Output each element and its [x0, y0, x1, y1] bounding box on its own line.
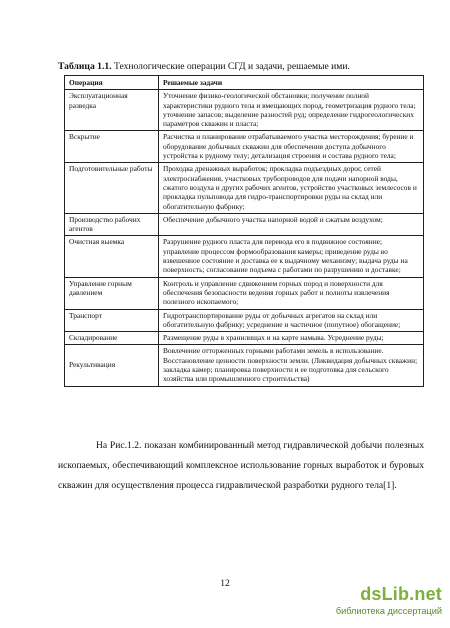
- table-row: [65, 90, 424, 131]
- table-header-row: [65, 76, 424, 90]
- operation-cell: Транспорт: [65, 309, 159, 332]
- operations-table: [64, 75, 424, 387]
- table-row: [65, 163, 424, 213]
- header-tasks: Решаемые задачи: [159, 76, 424, 90]
- tasks-cell: Проходка дренажных выработок; прокладка подъездных дорог, сетей электроснабжения, участковых трубопроводов для подачи напорной воды, сжатого воздуха и других рабочих агентов, устройство участковых землесосов и прокладка пульповода для гидро-транспортировки руды на склад или обогатительную фабрику;: [159, 163, 424, 213]
- body-paragraph: [58, 436, 424, 496]
- table-row: [65, 332, 424, 345]
- operation-cell: Эксплуатационная разведка: [65, 90, 159, 131]
- tasks-cell: Вовлечение отторженных горными работами земель в использование. Восстановление ценности поверхности земли. (Ликвидация добычных скважин; закладка камер; планировка поверхности и ее подготовка для сельского хозяйства или промышленного строительства): [159, 345, 424, 386]
- operation-cell: Управление горным давлением: [65, 277, 159, 309]
- watermark-logo: dsLib.net: [360, 584, 442, 604]
- tasks-cell: Контроль и управление сдвижением горных пород и поверхности для обеспечения безопасности ведения горных работ и полноты извлечения полезного ископаемого;: [159, 277, 424, 309]
- body-paragraph-text: На Рис.1.2. показан комбинированный метод гидравлической добычи полезных ископаемых, обеспечивающий комплексное использование горных выработок и буровых скважин для осуществления процесса гидравлической разработки рудного тела[1].: [58, 440, 424, 491]
- operation-cell: Очистная выемка: [65, 236, 159, 277]
- table-caption-text: Технологические операции СГД и задачи, решаемые ими.: [111, 61, 350, 72]
- operation-cell: Рекультивация: [65, 345, 159, 386]
- tasks-cell: Уточнение физико-геологической обстановки; получение полной характеристики рудного тела и вмещающих пород, геометризация рудного тела; уточнение запасов; выделение разностей руд; определение гидрогеологических параметров скважин и пласта;: [159, 90, 424, 131]
- table-row: [65, 345, 424, 386]
- table-row: [65, 213, 424, 236]
- tasks-cell: Обеспечение добычного участка напорной водой и сжатым воздухом;: [159, 213, 424, 236]
- tasks-cell: Размещение руды в хранилищах и на карте намыва. Усреднение руды;: [159, 332, 424, 345]
- table-row: [65, 236, 424, 277]
- tasks-cell: Разрушение рудного пласта для перевода его в подвижное состояние; управление процессом формообразования камеры; приведение руды во взвешенное состояние и доставка ее к выдачному механизму; выдача руды на поверхность; согласование подъема с работами по разрушению и доставке;: [159, 236, 424, 277]
- operation-cell: Подготовительные работы: [65, 163, 159, 213]
- header-operation: Операция: [65, 76, 159, 90]
- tasks-cell: Гидротранспортирование руды от добычных агрегатов на склад или обогатительную фабрику; усреднение и частичное (попутное) обогащение;: [159, 309, 424, 332]
- watermark-subtitle: библиотека диссертаций: [335, 606, 442, 616]
- table-row: [65, 131, 424, 163]
- watermark: [330, 584, 442, 622]
- operation-cell: Производство рабочих агентов: [65, 213, 159, 236]
- operation-cell: Вскрытие: [65, 131, 159, 163]
- table-caption-label: Таблица 1.1.: [58, 61, 112, 72]
- table-row: [65, 277, 424, 309]
- operation-cell: Складирование: [65, 332, 159, 345]
- table-row: [65, 309, 424, 332]
- table-caption: [58, 61, 438, 73]
- page-number: 12: [220, 578, 230, 589]
- tasks-cell: Расчистка и планирование отрабатываемого участка месторождения; бурение и оборудование добычных скважин для обеспечения доступа добычного устройства к рудному телу; детализация строения и состава рудного тела;: [159, 131, 424, 163]
